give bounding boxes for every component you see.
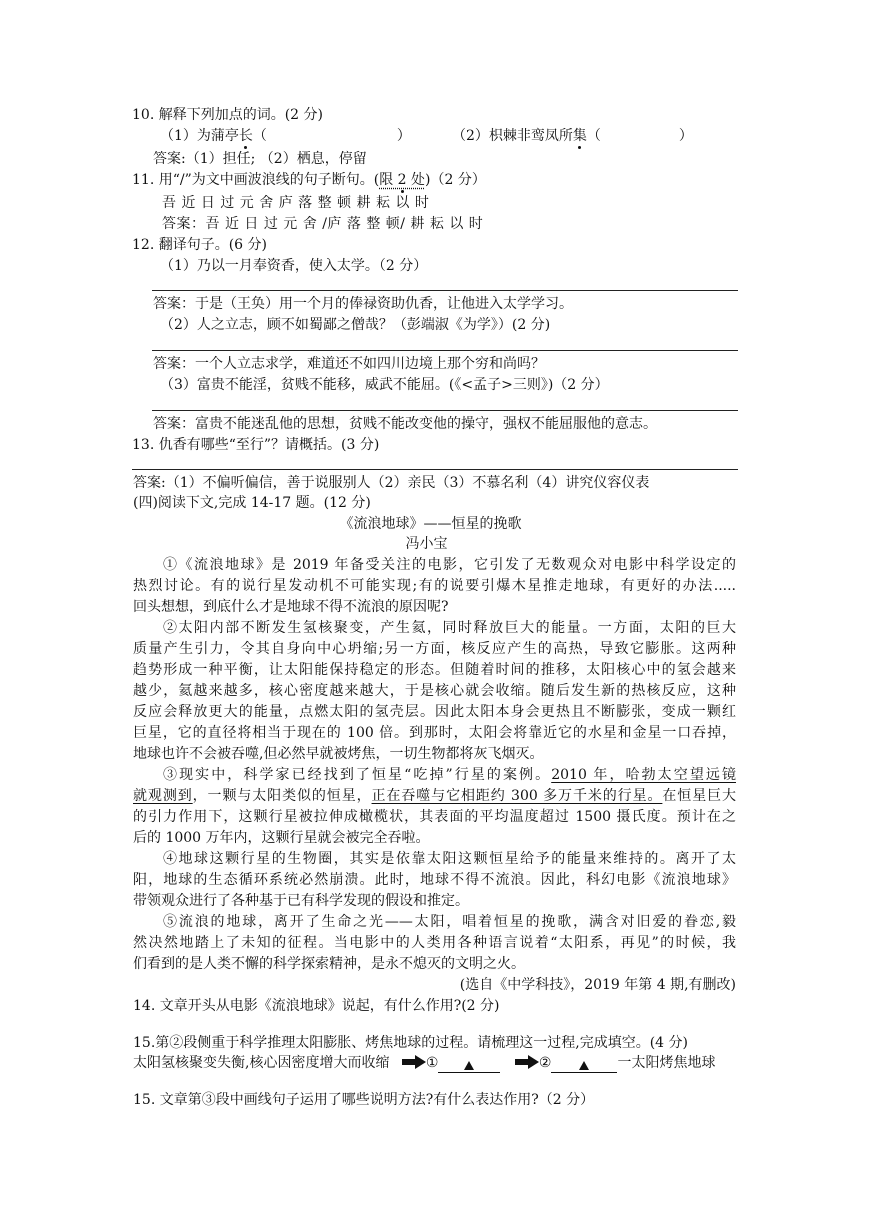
- q10-answer: 答案:（1）担任; （2）栖息，停留: [153, 151, 367, 167]
- paragraph-2-line: 质量产生引力，令其自身向中心坍缩;另一方面，核反应产生的高热，导致它膨胀。这两种: [133, 641, 736, 657]
- paragraph-3-line: 就观测到，一颗与太阳类似的恒星，正在吞噬与它相距约 300 多万千米的行星。在恒星巨大: [133, 788, 737, 804]
- triangle-icon: [464, 1061, 474, 1070]
- q12-sentence-2: （2）人之立志，顾不如蜀鄙之僧哉？（彭端淑《为学》）(2 分): [160, 317, 551, 333]
- q12-sentence-3: （3）富贵不能淫，贫贱不能移，威武不能屈。(《<孟子>三则》)（2 分）: [160, 377, 609, 393]
- answer-line: [152, 290, 738, 291]
- paragraph-2-line: 地球也许不会被吞噬,但必然早就被烤焦，一切生物都将灰飞烟灭。: [133, 746, 544, 762]
- q15-title: 15.第②段侧重于科学推理太阳膨胀、烤焦地球的过程。请梳理这一过程,完成填空。(4 分): [133, 1035, 688, 1051]
- paragraph-5-line: 们看到的是人类不懈的科学探索精神，是永不熄灭的文明之火。: [133, 956, 525, 972]
- underlined-sentence: 2010 年，哈勃太空望远镜: [551, 767, 736, 783]
- paragraph-2-line: ②太阳内部不断发生氢核聚变，产生氦，同时释放巨大的能量。一方面，太阳的巨大: [163, 620, 736, 636]
- q11-title: 11. 用“/”为文中画波浪线的句子断句。(限 2 处)（2 分）: [132, 172, 486, 188]
- article-title: 《流浪地球》——恒星的挽歌: [339, 516, 522, 532]
- paragraph-4-line: ④地球这颗行星的生物圈，其实是依靠太阳这颗恒星给予的能量来维持的。离开了太: [163, 851, 736, 867]
- blank-1[interactable]: [438, 1057, 500, 1073]
- q12-answer-2: 答案：一个人立志求学，难道还不如四川边境上那个穷和尚吗？: [153, 356, 545, 372]
- blank-2-label: ②: [538, 1055, 552, 1071]
- q14-title: 14. 文章开头从电影《流浪地球》说起，有什么作用?(2 分): [133, 998, 500, 1014]
- paragraph-3-line: 后的 1000 万年内，这颗行星就会被完全吞啦。: [133, 830, 430, 846]
- q12-title: 12. 翻译句子。(6 分): [132, 237, 267, 253]
- paragraph-2-line: 越少，氦越来越多，核心密度越来越大，于是核心就会收缩。随后发生新的热核反应，这种: [133, 683, 736, 699]
- q10-item1: （1）为蒲亭长（ ）: [160, 128, 411, 144]
- q11-sentence: 吾 近 日 过 元 舍 庐 落 整 顿 耕 耘 以 时: [162, 195, 430, 211]
- paragraph-1-line: 回头想想，到底什么才是地球不得不流浪的原因呢?: [133, 599, 449, 615]
- answer-line: [132, 469, 738, 470]
- q15b-title: 15. 文章第③段中画线句子运用了哪些说明方法?有什么表达作用?（2 分）: [133, 1092, 595, 1108]
- underlined-sentence: 就观测到: [133, 788, 193, 804]
- paragraph-3-line: 的引力作用下，这颗行星被拉伸成橄榄状，其表面的平均温度超过 1500 摄氏度。预计在之: [133, 809, 736, 825]
- q12-sentence-1: （1）乃以一月奉资香，使入太学。（2 分）: [160, 258, 428, 274]
- emphasis-dot-char: 集: [572, 128, 587, 144]
- q10-title: 10. 解释下列加点的词。(2 分): [132, 107, 323, 123]
- paragraph-3-line: ③现实中，科学家已经找到了恒星“吃掉”行星的案例。2010 年，哈勃太空望远镜: [163, 767, 736, 783]
- section-heading: (四)阅读下文,完成 14-17 题。(12 分): [133, 495, 371, 511]
- paragraph-4-line: 带领观众进行了各种基于已有科学发现的假设和推定。: [133, 893, 469, 909]
- article-source: (选自《中学科技》，2019 年第 4 期,有删改): [459, 977, 736, 993]
- right-arrow-icon: [402, 1055, 426, 1069]
- paragraph-5-line: 然决然地踏上了未知的征程。当电影中的人类用各种语言说着“太阳系，再见”的时候，我: [133, 935, 736, 951]
- triangle-icon: [579, 1061, 589, 1070]
- paragraph-2-line: 巨星，它的直径将相当于现在的 100 倍。到那时，太阳会将靠近它的水星和金星一口吞掉，: [133, 725, 736, 741]
- q12-answer-1: 答案：于是（王奂）用一个月的俸禄资助仇香，让他进入太学学习。: [153, 296, 573, 312]
- paragraph-1-line: ①《流浪地球》是 2019 年备受关注的电影，它引发了无数观众对电影中科学设定的: [163, 557, 736, 573]
- paragraph-2-line: 反应会释放更大的能量，点燃太阳的氢壳层。因此太阳本身会更热且不断膨张，变成一颗红: [133, 704, 736, 720]
- paragraph-4-line: 阳，地球的生态循环系统必然崩溃。此时，地球不得不流浪。因此，科幻电影《流浪地球》: [133, 872, 736, 888]
- emphasis-dot-phrase: 限 2 处: [379, 172, 426, 188]
- underlined-sentence: 正在吞噬与它相距约 300 多万千米的行星。: [371, 788, 663, 804]
- paragraph-5-line: ⑤流浪的地球，离开了生命之光——太阳，唱着恒星的挽歌，满含对旧爱的眷恋,毅: [163, 914, 736, 930]
- paragraph-2-line: 趋势形成一种平衡，让太阳能保持稳定的形态。但随着时间的推移，太阳核心中的氢会越来: [133, 662, 736, 678]
- right-arrow-icon: [515, 1055, 539, 1069]
- blank-1-label: ①: [425, 1055, 439, 1071]
- q10-item2: （2）枳棘非鸾凤所集（ ）: [452, 128, 693, 144]
- q13-title: 13. 仇香有哪些“至行”？请概括。(3 分): [132, 437, 380, 453]
- emphasis-dot-char: 长: [238, 128, 253, 144]
- article-author: 冯小宝: [405, 536, 448, 552]
- q11-answer: 答案：吾 近 日 过 元 舍 /庐 落 整 顿/ 耕 耘 以 时: [162, 216, 484, 232]
- q15-flow: 太阳氢核聚变失衡,核心因密度增大而收缩 ① ② 一太阳烤焦地球: [133, 1055, 716, 1071]
- q13-answer: 答案:（1）不偏听偏信，善于说服别人（2）亲民（3）不慕名利（4）讲究仪容仪表: [133, 475, 650, 491]
- answer-line: [152, 350, 738, 351]
- answer-line: [152, 410, 738, 411]
- paragraph-1-line: 热烈讨论。有的说行星发动机不可能实现;有的说要引爆木星推走地球，有更好的办法.....: [133, 578, 736, 594]
- blank-2[interactable]: [551, 1057, 617, 1073]
- q12-answer-3: 答案：富贵不能迷乱他的思想，贫贱不能改变他的操守，强权不能屈服他的意志。: [153, 416, 657, 432]
